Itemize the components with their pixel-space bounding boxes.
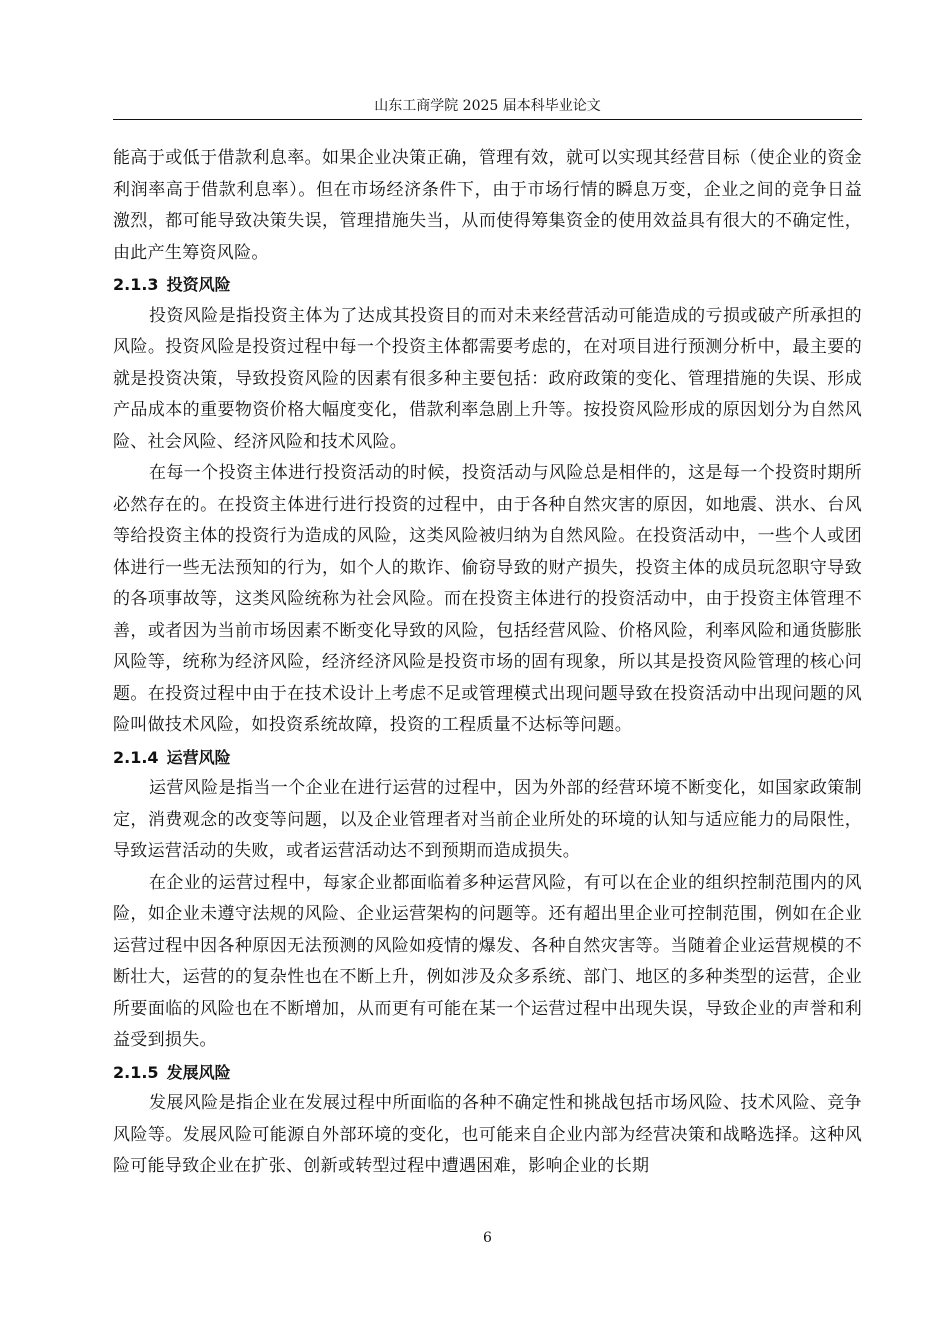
section-title: 运营风险 [166,747,231,767]
section-title: 投资风险 [166,275,231,294]
running-header: 山东工商学院 2025 届本科毕业论文 [374,98,601,114]
section-heading-2-1-4 [113,742,862,774]
paragraph-development-risk-definition: 发展风险是指企业在发展过程中所面临的各种不确定性和挑战包括市场风险、技术风险、竞争风险等。发展风险可能源自外部环境的变化，也可能来自企业内部为经营决策和战略选择。这种风险可能导致企业在扩张、创新或转型过程中遭遇困难，影响企业的长期 [113,1093,862,1176]
section-title: 发展风险 [166,1062,231,1082]
header-rule [113,119,862,120]
section-number: 2.1.3 [113,275,159,294]
paragraph-investment-risk-types: 在每一个投资主体进行投资活动的时候，投资活动与风险总是相伴的，这是每一个投资时期所必然存在的。在投资主体进行进行投资的过程中，由于各种自然灾害的原因，如地震、洪水、台风等给投资主体的投资行为造成的风险，这类风险被归纳为自然风险。在投资活动中，一些个人或团体进行一些无法预知的行为，如个人的欺诈、偷窃导致的财产损失，投资主体的成员玩忽职守导致的各项事故等，这类风险统称为社会风险。而在投资主体进行的投资活动中，由于投资主体管理不善，或者因为当前市场因素不断变化导致的风险，包括经营风险、价格风险，利率风险和通货膨胀风险等，统称为经济风险，经济经济风险是投资市场的固有现象，所以其是投资风险管理的核心问题。在投资过程中由于在技术设计上考虑不足或管理模式出现问题导致在投资活动中出现问题的风险叫做技术风险，如投资系统故障，投资的工程质量不达标等问题。 [113,463,862,735]
section-number: 2.1.5 [113,1062,159,1082]
section-number: 2.1.4 [113,747,159,767]
paragraph-continued: 能高于或低于借款利息率。如果企业决策正确，管理有效，就可以实现其经营目标（使企业的资金利润率高于借款利息率）。但在市场经济条件下，由于市场行情的瞬息万变，企业之间的竞争日益激烈，都可能导致决策失误，管理措施失当，从而使得筹集资金的使用效益具有很大的不确定性，由此产生筹资风险。 [113,148,862,263]
section-heading-2-1-3 [113,269,862,301]
section-heading-2-1-5 [113,1057,862,1089]
paragraph-operating-risk-detail: 在企业的运营过程中，每家企业都面临着多种运营风险，有可以在企业的组织控制范围内的风险，如企业未遵守法规的风险、企业运营架构的问题等。还有超出里企业可控制范围，例如在企业运营过程中因各种原因无法预测的风险如疫情的爆发、各种自然灾害等。当随着企业运营规模的不断壮大，运营的的复杂性也在不断上升，例如涉及众多系统、部门、地区的多种类型的运营，企业所要面临的风险也在不断增加，从而更有可能在某一个运营过程中出现失误，导致企业的声誉和利益受到损失。 [113,872,862,1050]
paragraph-operating-risk-definition: 运营风险是指当一个企业在进行运营的过程中，因为外部的经营环境不断变化，如国家政策制定，消费观念的改变等问题，以及企业管理者对当前企业所处的环境的认知与适应能力的局限性，导致运营活动的失败，或者运营活动达不到预期而造成损失。 [113,778,862,861]
page-number: 6 [483,1230,492,1246]
paragraph-investment-risk-definition: 投资风险是指投资主体为了达成其投资目的而对未来经营活动可能造成的亏损或破产所承担的风险。投资风险是投资过程中每一个投资主体都需要考虑的，在对项目进行预测分析中，最主要的就是投资决策，导致投资风险的因素有很多种主要包括：政府政策的变化、管理措施的失误、形成产品成本的重要物资价格大幅度变化，借款利率急剧上升等。按投资风险形成的原因划分为自然风险、社会风险、经济风险和技术风险。 [113,305,862,452]
body-content [113,143,862,1183]
